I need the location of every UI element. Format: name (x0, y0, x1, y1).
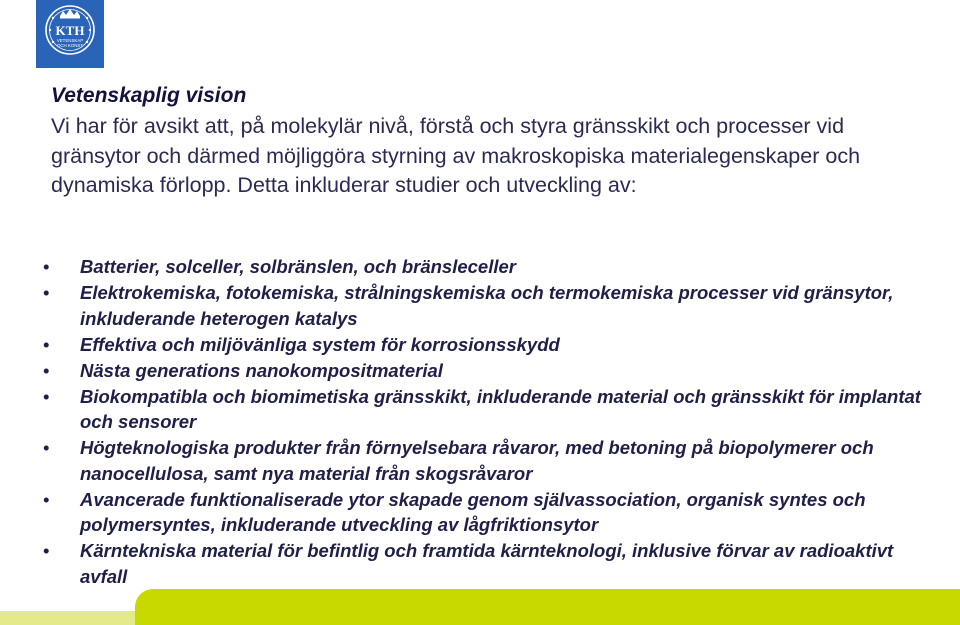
list-item-text: Batterier, solceller, solbränslen, och bränsleceller (80, 256, 516, 277)
bullet-icon: • (43, 488, 50, 510)
list-item (43, 384, 933, 435)
list-item-text: Biokompatibla och biomimetiska gränsskikt, inkluderande material och gränsskikt för implantat och sensorer (80, 385, 921, 432)
bullet-icon: • (43, 540, 50, 561)
logo-sub-text-2: OCH KONST (56, 43, 84, 48)
list-item (43, 435, 933, 486)
intro-paragraph: Vi har för avsikt att, på molekylär nivå, förstå och styra gränsskikt och processer vid gränsytor och därmed möjliggöra styrning av makroskopiska materialegenskaper och dynamiska förlopp. Detta inkluderar studier och utveckling av: (51, 114, 861, 197)
logo-sub-text-1: VETENSKAP (56, 38, 84, 43)
bullet-list (43, 254, 933, 590)
list-item (43, 358, 933, 384)
footer-strip (0, 611, 135, 625)
bullet-icon: • (43, 256, 50, 277)
list-item-text: Effektiva och miljövänliga system för korrosionsskydd (80, 333, 560, 355)
list-item (43, 332, 933, 358)
logo-main-text: KTH (55, 23, 85, 38)
bullet-icon: • (43, 437, 50, 458)
list-item-text: Högteknologiska produkter från förnyelsebara råvaror, med betoning på biopolymerer och nanocellulosa, samt nya material från skogsråvaror (80, 437, 874, 484)
list-item (43, 254, 933, 280)
bullet-icon: • (43, 333, 50, 355)
list-item-text: Elektrokemiska, fotokemiska, strålningskemiska och termokemiska processer vid gränsytor, inkluderande heterogen katalys (80, 282, 894, 329)
list-item-text: Kärntekniska material för befintlig och framtida kärnteknologi, inklusive förvar av radioaktivt avfall (80, 540, 894, 587)
bullet-icon: • (43, 359, 50, 381)
list-item (43, 487, 933, 538)
kth-crest-icon (36, 0, 104, 68)
kth-logo (36, 0, 104, 68)
list-item-text: Nästa generations nanokompositmaterial (80, 359, 443, 381)
bullet-icon: • (43, 385, 50, 407)
list-item-text: Avancerade funktionaliserade ytor skapade genom självassociation, organisk syntes och polymersyntes, inkluderande utveckling av lågfriktionsytor (80, 488, 866, 535)
footer-bar (135, 589, 960, 625)
list-item (43, 280, 933, 331)
page-heading: Vetenskaplig vision (51, 84, 247, 107)
list-item (43, 538, 933, 589)
bullet-icon: • (43, 282, 50, 303)
